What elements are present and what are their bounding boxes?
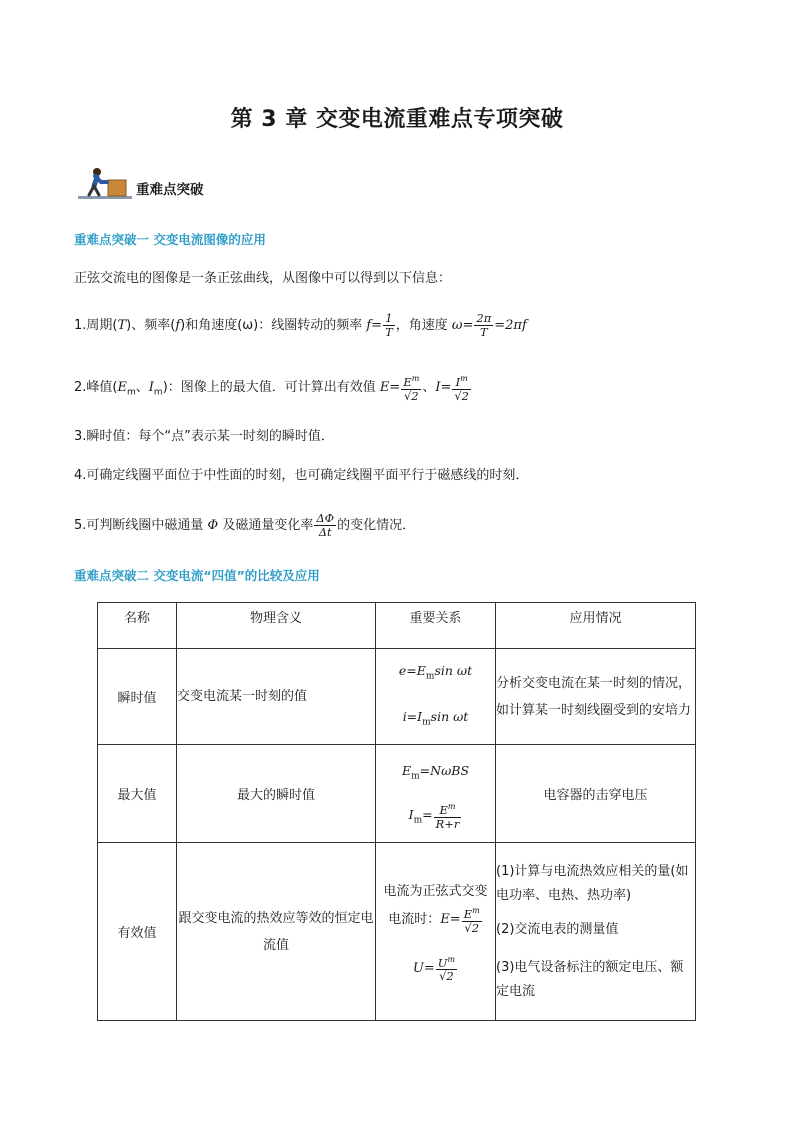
- table-row: [98, 649, 696, 745]
- item-4: 4.可确定线圈平面位于中性面的时刻，也可确定线圈平面平行于磁感线的时刻．: [74, 468, 529, 483]
- intro-text: 正弦交流电的图像是一条正弦曲线，从图像中可以得到以下信息：: [74, 271, 452, 286]
- fraction-1-over-T: $\frac{1}{T}$: [385, 311, 393, 339]
- row-name: 有效值: [98, 843, 177, 1021]
- row-meaning: 跟交变电流的热效应等效的恒定电流值: [177, 843, 376, 1021]
- item-1: 1.周期(T)、频率(f)和角速度(ω)：线圈转动的频率 f= $\frac{1}{T}$ ，角速度 ω= $\frac{2\pi}{T}$ =2πf: [74, 311, 527, 339]
- row-usage: (1)计算与电流热效应相关的量(如电功率、电热、热功率) (2)交流电表的测量值 (3)电气设备标注的额定电压、额定电流: [496, 843, 696, 1021]
- table-header-row: [98, 603, 696, 649]
- fraction-Im-over-root2: $\frac{I^m}{√2}$: [454, 374, 470, 403]
- table-header: 重要关系: [376, 603, 496, 649]
- row-meaning: 最大的瞬时值: [177, 745, 376, 843]
- item-5: 5.可判断线圈中磁通量 Φ 及磁通量变化率 $\frac{\Delta\Phi}{\Delta t}$ 的变化情况．: [74, 511, 416, 539]
- item-3: 3.瞬时值：每个“点”表示某一时刻的瞬时值．: [74, 429, 334, 444]
- row-relations: $e=E_m\sin$ ωt $i=I_m\sin$ ωt: [376, 649, 496, 745]
- section1-heading: 重难点突破一 交变电流图像的应用: [74, 232, 266, 247]
- row-name: 最大值: [98, 745, 177, 843]
- row-relations: 电流为正弦式交变电流时：E= $\frac{E^m}{√2}$ U= $\frac{U^m}{√2}$: [376, 843, 496, 1021]
- page-title: 第 3 章 交变电流重难点专项突破: [230, 107, 564, 132]
- table-header: 物理含义: [177, 603, 376, 649]
- four-values-table: [97, 602, 696, 1021]
- table-row: [98, 745, 696, 843]
- runner-pushing-box-icon: [78, 166, 132, 200]
- row-usage: 分析交变电流在某一时刻的情况，如计算某一时刻线圈受到的安培力: [496, 649, 696, 745]
- section2-heading: 重难点突破二 交变电流“四值”的比较及应用: [74, 568, 320, 583]
- row-relations: $E_m=N\omega BS$ $I_m=$ $\frac{E^m}{R+r}$: [376, 745, 496, 843]
- fraction-Em-over-root2: $\frac{E^m}{√2}$: [403, 374, 420, 403]
- section-banner: [78, 166, 298, 206]
- fraction-dphi-over-dt: $\frac{\Delta\Phi}{\Delta t}$: [316, 511, 335, 539]
- banner-label: 重难点突破: [136, 182, 204, 198]
- table-header: 名称: [98, 603, 177, 649]
- row-meaning: 交变电流某一时刻的值: [177, 649, 376, 745]
- item-2: 2.峰值($E_m$、$I_m$)：图像上的最大值．可计算出有效值 E= $\frac{E^m}{√2}$ 、I= $\frac{I^m}{√2}$: [74, 374, 470, 403]
- row-name: 瞬时值: [98, 649, 177, 745]
- table-header: 应用情况: [496, 603, 696, 649]
- row-usage: 电容器的击穿电压: [496, 745, 696, 843]
- fraction-2pi-over-T: $\frac{2\pi}{T}$: [476, 311, 492, 339]
- table-row: [98, 843, 696, 1021]
